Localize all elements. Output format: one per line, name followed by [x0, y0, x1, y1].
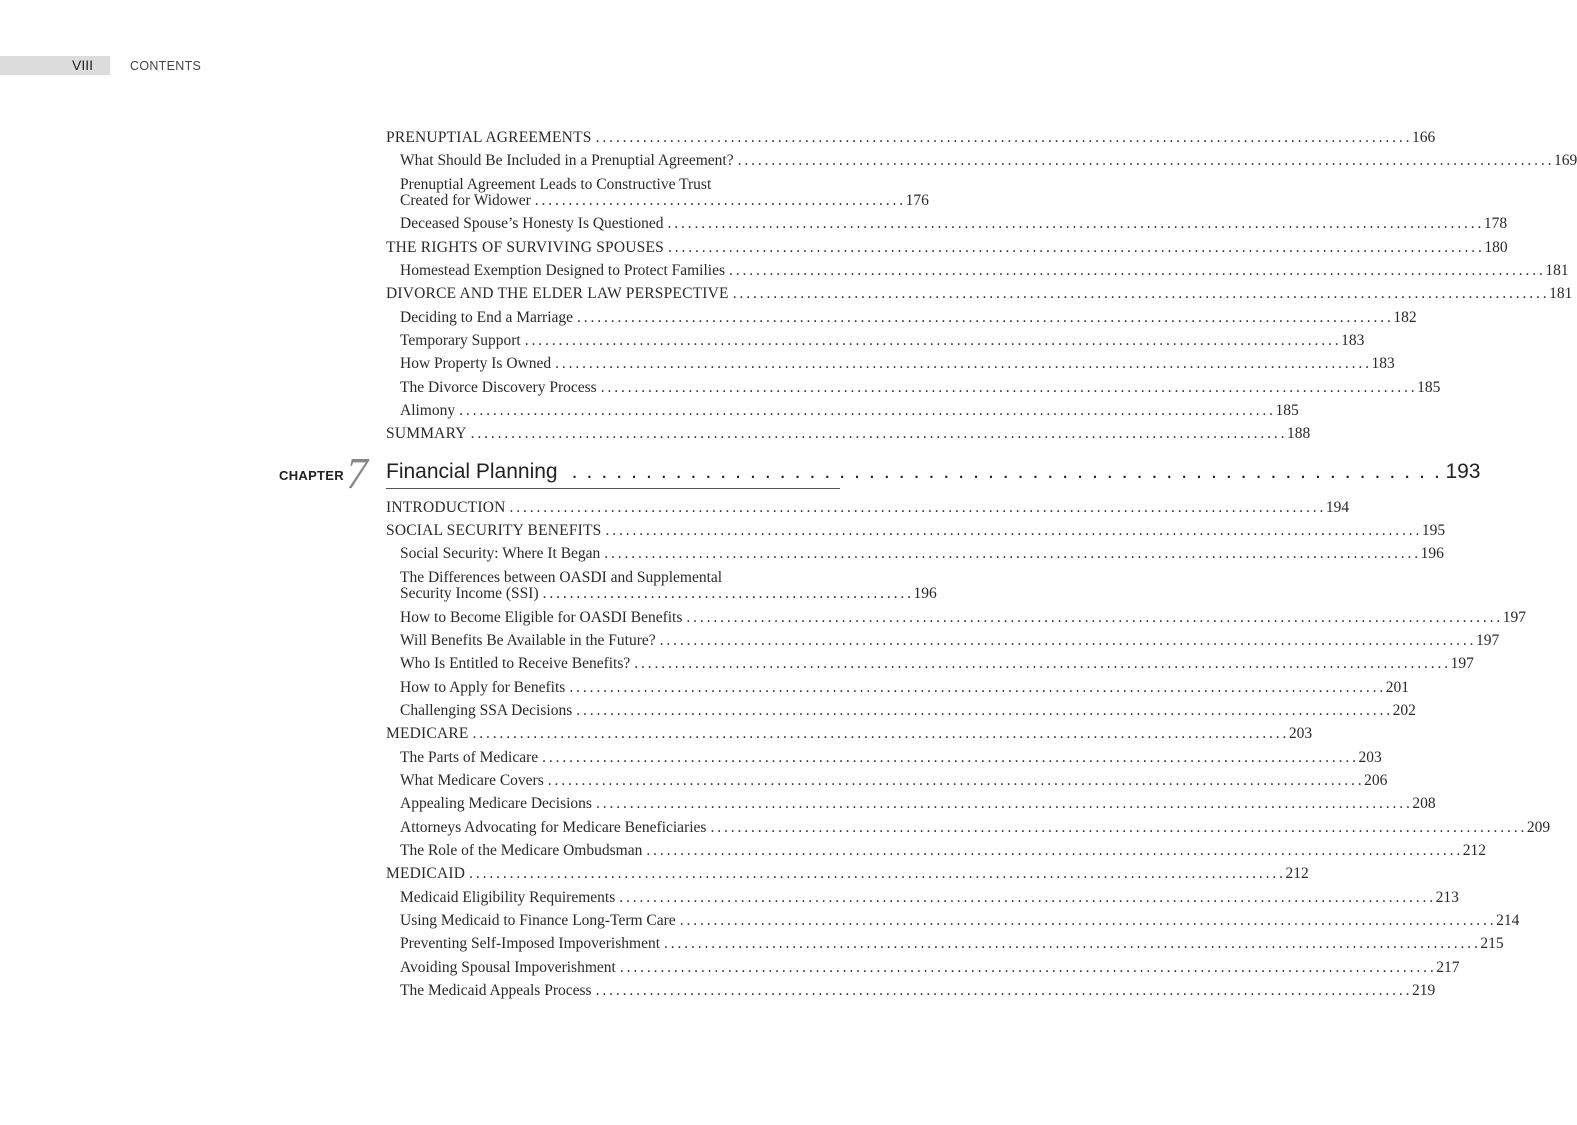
toc-entry-title: What Medicare Covers [400, 772, 544, 789]
toc-entry[interactable] [400, 262, 1569, 280]
leader-dots [686, 609, 1499, 627]
leader-dots [596, 982, 1409, 1000]
toc-entry[interactable] [400, 889, 1459, 907]
leader-dots [572, 460, 1442, 484]
leader-dots: . . . . . . . . . . . . . . . . . . . . . . . . . . . . . . . . . . . . . . . . . . . . . . . . . . . . . . . [534, 192, 903, 209]
toc-entry-title: Deciding to End a Marriage [400, 309, 574, 326]
toc-entry-page: 214 [1496, 912, 1520, 929]
toc-entry-page: 181 [1545, 262, 1569, 279]
toc-entry-title: Avoiding Spousal Impoverishment [400, 959, 616, 976]
leader-dots [738, 152, 1551, 170]
toc-entry-page: 166 [1411, 129, 1436, 146]
toc-entry[interactable] [400, 545, 1444, 563]
toc-entry[interactable] [400, 632, 1500, 650]
toc-entry-title: Temporary Support [400, 332, 521, 349]
leader-dots [606, 522, 1419, 540]
toc-entry-title: Alimony [400, 402, 456, 419]
toc-entry-title: DIVORCE AND THE ELDER LAW PERSPECTIVE [386, 285, 729, 302]
leader-dots [469, 865, 1282, 883]
leader-dots [596, 795, 1409, 813]
leader-dots [619, 889, 1432, 907]
toc-entry-title: How to Apply for Benefits [400, 679, 566, 696]
toc-entry-page: 196 [913, 585, 937, 602]
toc-entry[interactable] [400, 842, 1486, 860]
toc-entry-title: PRENUPTIAL AGREEMENTS [386, 129, 592, 146]
toc-entry-page: 201 [1385, 679, 1409, 696]
toc-entry[interactable] [386, 499, 1350, 517]
leader-dots [664, 935, 1477, 953]
toc-entry[interactable] [400, 959, 1460, 977]
toc-entry[interactable] [386, 129, 1436, 147]
toc-entry[interactable] [400, 309, 1417, 327]
toc-entry[interactable] [400, 152, 1577, 170]
toc-entry[interactable] [386, 522, 1446, 540]
toc-entry-page: 213 [1435, 889, 1459, 906]
toc-entry-page: 188 [1287, 425, 1311, 442]
leader-dots [459, 402, 1272, 420]
toc-entry-page: 181 [1549, 285, 1573, 302]
chapter-number: 7 [346, 449, 368, 498]
leader-dots [733, 285, 1546, 303]
toc-entry-title: Will Benefits Be Available in the Future? [400, 632, 656, 649]
page-header [0, 56, 400, 75]
toc-entry-title: How Property Is Owned [400, 355, 552, 372]
leader-dots [646, 842, 1459, 860]
toc-entry-title: MEDICAID [386, 865, 466, 882]
toc-entry[interactable] [400, 702, 1416, 720]
leader-dots [576, 702, 1389, 720]
toc-entry[interactable] [400, 935, 1504, 953]
leader-dots [542, 749, 1355, 767]
toc-entry[interactable] [400, 655, 1474, 673]
toc-entry-page: 208 [1412, 795, 1436, 812]
toc-entry-title: Attorneys Advocating for Medicare Beneficiaries [400, 819, 707, 836]
toc-entry-page: 203 [1288, 725, 1313, 742]
leader-dots [668, 239, 1481, 257]
toc-entry-title: The Role of the Medicare Ombudsman [400, 842, 643, 859]
leader-dots [680, 912, 1493, 930]
toc-entry-title: THE RIGHTS OF SURVIVING SPOUSES [386, 239, 664, 256]
toc-entry-page: 180 [1484, 239, 1508, 256]
toc-entry-page: 212 [1285, 865, 1309, 882]
leader-dots [577, 309, 1390, 327]
toc-entry[interactable] [400, 679, 1409, 697]
toc-entry[interactable] [386, 865, 1309, 883]
toc-entry-title: MEDICARE [386, 725, 469, 742]
leader-dots [473, 725, 1286, 743]
toc-entry-page: 183 [1341, 332, 1365, 349]
leader-dots [667, 215, 1480, 233]
toc-entry-page: 195 [1421, 522, 1446, 539]
toc-entry-title: How to Become Eligible for OASDI Benefits [400, 609, 683, 626]
toc-entry-title: Medicaid Eligibility Requirements [400, 889, 616, 906]
leader-dots [634, 655, 1447, 673]
leader-dots [596, 129, 1409, 147]
toc-entry[interactable] [400, 355, 1395, 373]
running-head: CONTENTS [130, 59, 202, 73]
page-number: VIII [0, 56, 110, 75]
toc-entry[interactable] [386, 425, 1311, 443]
leader-dots [525, 332, 1338, 350]
toc-entry[interactable] [400, 609, 1527, 627]
toc-entry-page: 178 [1483, 215, 1508, 232]
toc-entry-page: 185 [1417, 379, 1441, 396]
toc-entry-page: 197 [1502, 609, 1527, 626]
chapter-label: CHAPTER [279, 468, 344, 483]
leader-dots [660, 632, 1473, 650]
toc-entry-title: Deceased Spouse’s Honesty Is Questioned [400, 215, 664, 232]
toc-entry-title: Preventing Self-Imposed Impoverishment [400, 935, 661, 952]
leader-dots [601, 379, 1414, 397]
toc-entry-title: Challenging SSA Decisions [400, 702, 573, 719]
toc-entry-page: 206 [1364, 772, 1388, 789]
toc-entry[interactable] [400, 819, 1551, 837]
leader-dots [710, 819, 1523, 837]
toc-entry[interactable] [400, 215, 1508, 233]
toc-entry-title: Social Security: Where It Began [400, 545, 601, 562]
toc-entry-title: SUMMARY [386, 425, 467, 442]
leader-dots [569, 679, 1382, 697]
toc-entry-page: 219 [1411, 982, 1436, 999]
leader-dots [548, 772, 1361, 790]
toc-entry[interactable] [400, 332, 1365, 350]
toc-entry[interactable] [400, 749, 1382, 767]
toc-entry-page: 202 [1392, 702, 1416, 719]
toc-entry[interactable] [400, 569, 937, 602]
toc-entry[interactable] [386, 239, 1508, 257]
toc-entry-title: INTRODUCTION [386, 499, 506, 516]
toc-entry-page: 183 [1371, 355, 1395, 372]
leader-dots [729, 262, 1542, 280]
toc-entry[interactable] [386, 725, 1313, 743]
toc-entry-page: 209 [1526, 819, 1551, 836]
toc-entry-title: Prenuptial Agreement Leads to Constructive Trust [400, 176, 712, 193]
toc-entry-title: Homestead Exemption Designed to Protect Families [400, 262, 726, 279]
toc-entry[interactable] [400, 379, 1441, 397]
leader-dots [620, 959, 1433, 977]
toc-entry-page: 212 [1462, 842, 1486, 859]
toc-entry-page: 182 [1393, 309, 1417, 326]
toc-entry-title-cont: Created for Widower [400, 192, 531, 209]
toc-entry-page: 185 [1275, 402, 1299, 419]
toc-entry-page: 194 [1325, 499, 1350, 516]
chapter-title: Financial Planning [386, 460, 558, 483]
toc-entry-title: The Medicaid Appeals Process [400, 982, 592, 999]
leader-dots: . . . . . . . . . . . . . . . . . . . . . . . . . . . . . . . . . . . . . . . . . . . . . . . . . . . . . . . [542, 585, 911, 602]
toc-entry[interactable] [400, 982, 1436, 1000]
toc-entry-title: SOCIAL SECURITY BENEFITS [386, 522, 602, 539]
toc-entry-title-cont: Security Income (SSI) [400, 585, 539, 602]
toc-entry-page: 197 [1450, 655, 1474, 672]
chapter-title-row[interactable] [386, 460, 1481, 489]
toc-entry-page: 217 [1436, 959, 1460, 976]
toc-entry-page: 215 [1480, 935, 1504, 952]
leader-dots [604, 545, 1417, 563]
leader-dots [555, 355, 1368, 373]
toc-entry-page: 197 [1476, 632, 1500, 649]
toc-entry-title: Who Is Entitled to Receive Benefits? [400, 655, 631, 672]
toc-entry-title: The Parts of Medicare [400, 749, 539, 766]
toc-entry-title: Appealing Medicare Decisions [400, 795, 592, 812]
toc-entry-page: 176 [905, 192, 929, 209]
leader-dots [510, 499, 1323, 517]
toc-entry[interactable] [386, 285, 1573, 303]
leader-dots [471, 425, 1284, 443]
chapter-page: 193 [1445, 460, 1481, 483]
toc-entry[interactable] [400, 176, 929, 209]
toc-entry-page: 169 [1553, 152, 1577, 169]
toc-entry-page: 196 [1420, 545, 1444, 562]
toc-entry[interactable] [400, 795, 1436, 813]
toc-entry-title: Using Medicaid to Finance Long-Term Care [400, 912, 676, 929]
toc-entry[interactable] [400, 912, 1520, 930]
toc-entry-page: 203 [1358, 749, 1382, 766]
toc-entry-title: The Differences between OASDI and Supplemental [400, 569, 723, 586]
toc-entry-title: What Should Be Included in a Prenuptial Agreement? [400, 152, 734, 169]
toc-entry[interactable] [400, 772, 1388, 790]
toc-entry[interactable] [400, 402, 1299, 420]
toc-entry-title: The Divorce Discovery Process [400, 379, 597, 396]
